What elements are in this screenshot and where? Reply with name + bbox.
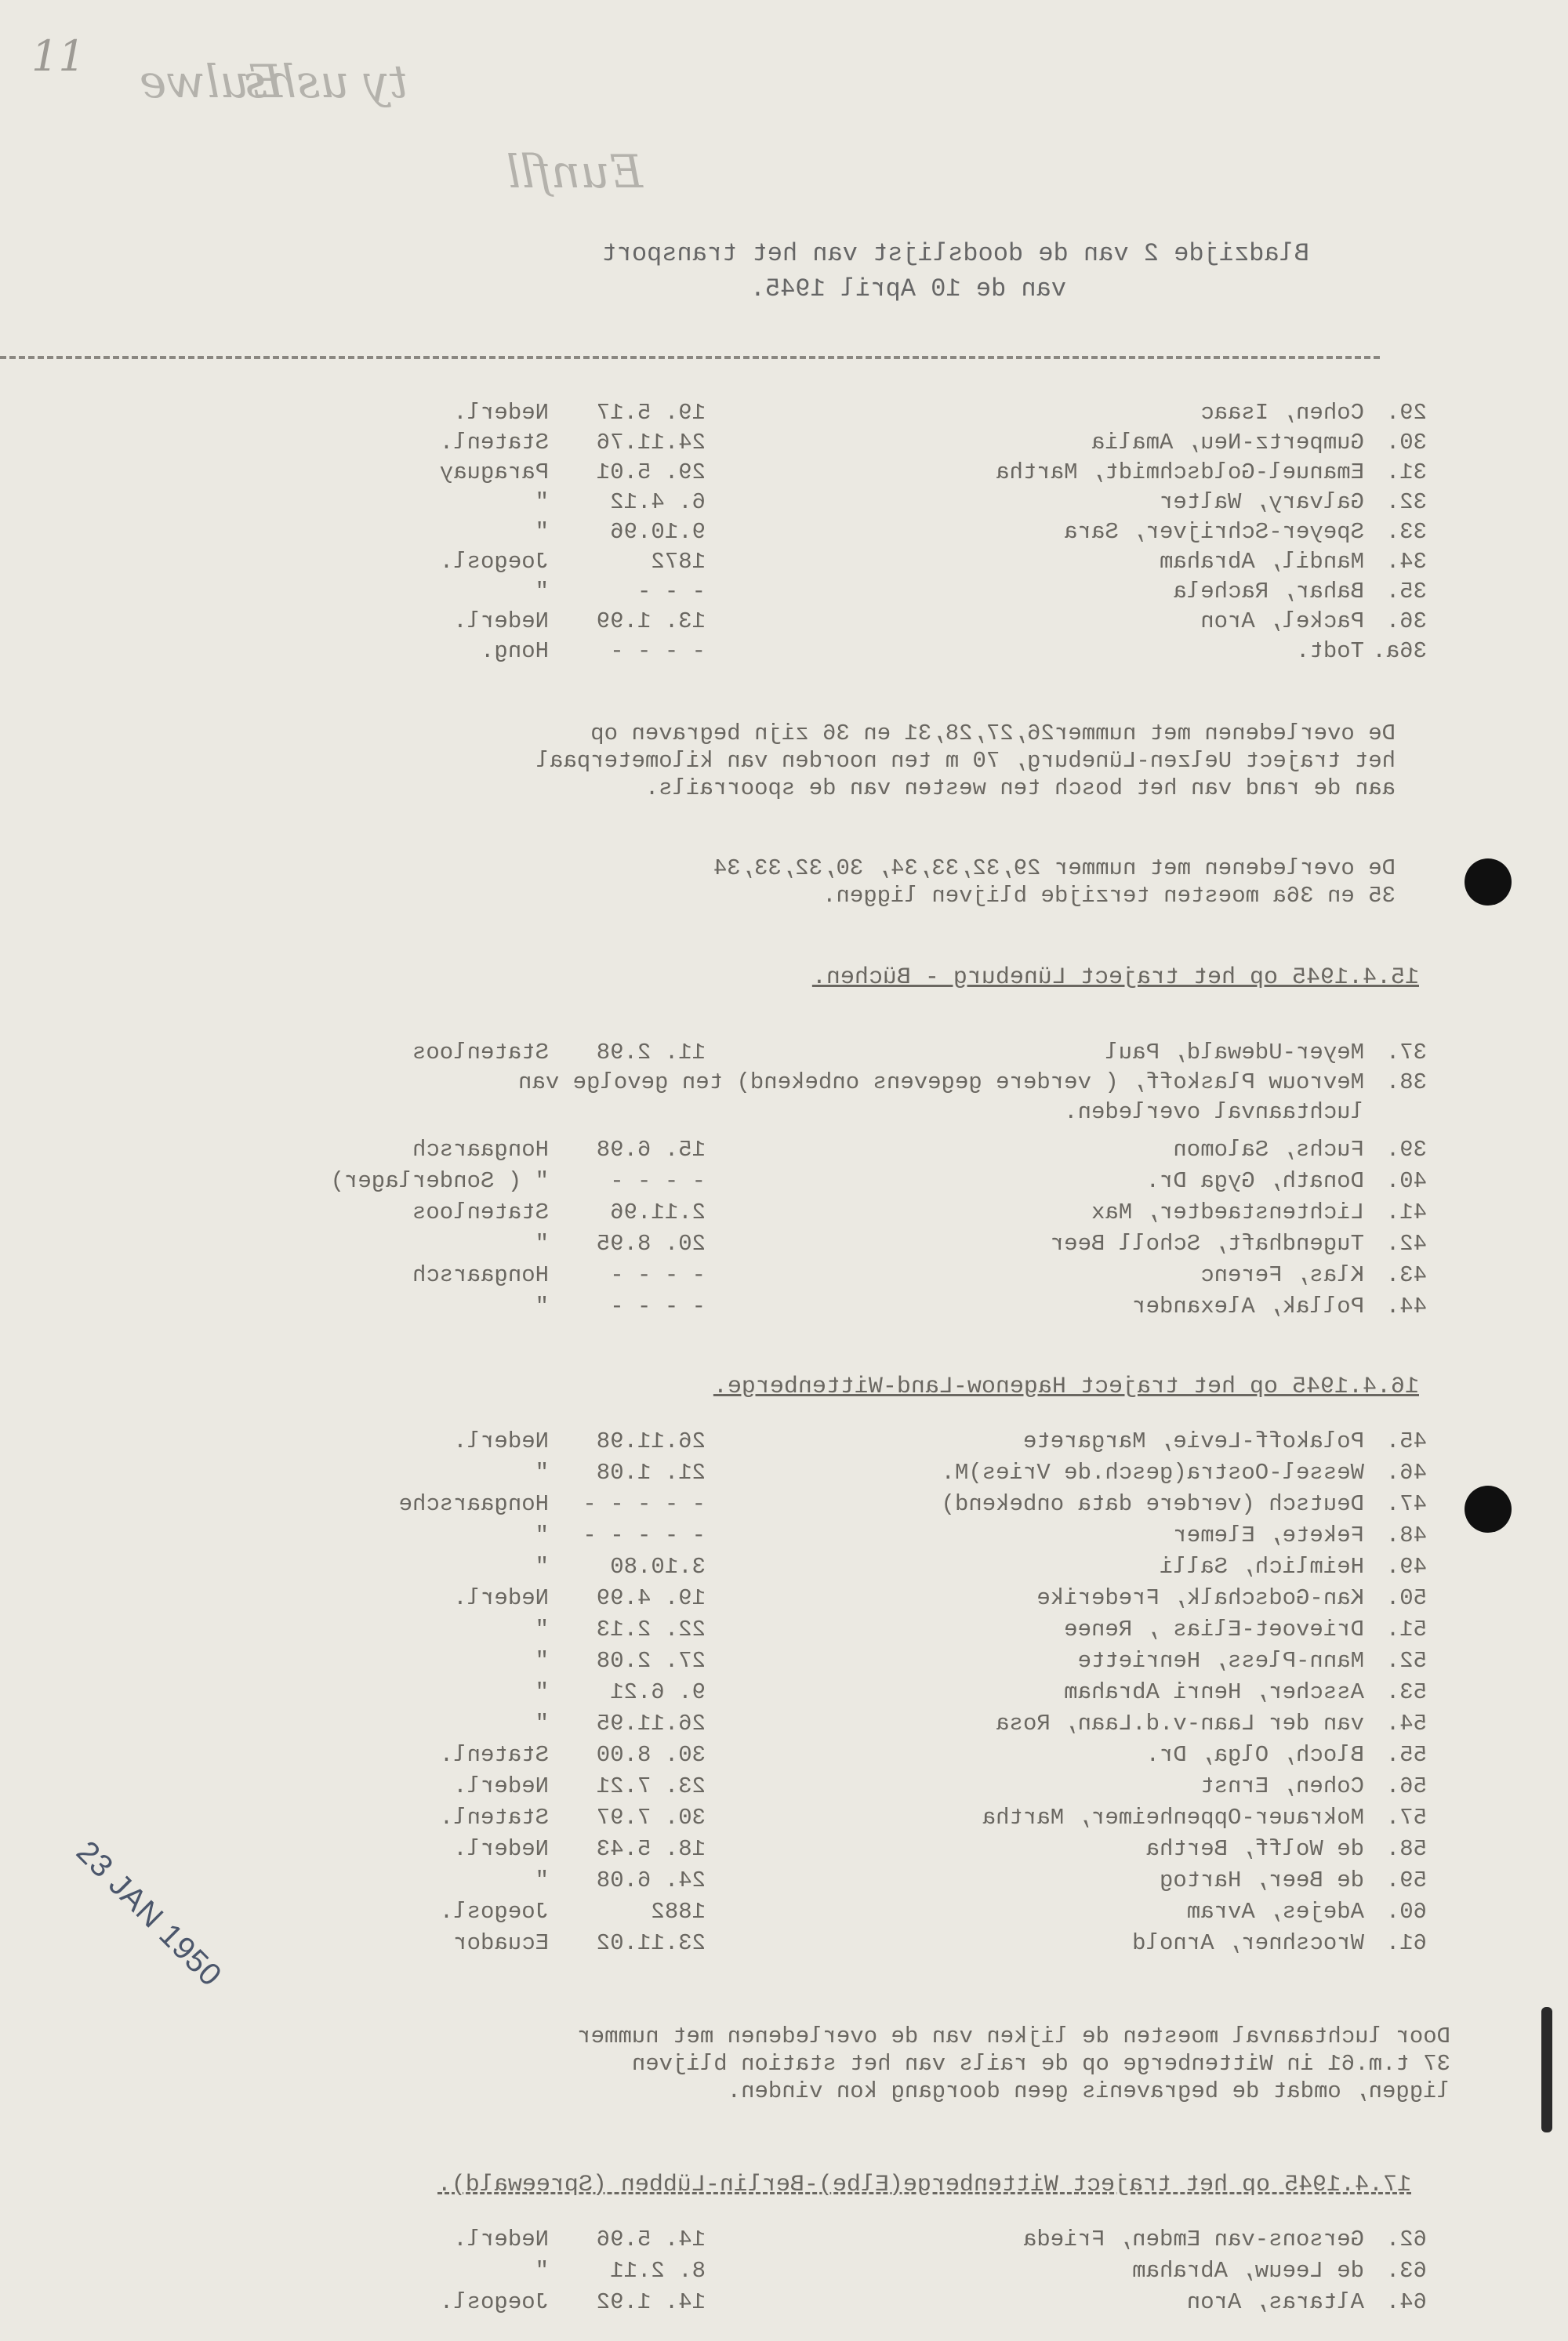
table-row: 43. Klas, Ferenc - - - - Hongaarsch (412, 1262, 1427, 1288)
table-row: 34. Mandil, Abraham 1872 Joegosl. (439, 549, 1427, 575)
table-row: 64. Altaras, Aron 14. 1.92 Joegosl. (439, 2289, 1427, 2315)
table-row: luchtaanval overleden. (1064, 1099, 1364, 1125)
handwritten-note-2: ty ushs (244, 55, 408, 108)
table-row: 36a. Todt. - - - - Hong. (480, 638, 1427, 664)
punch-hole-bottom (1465, 1486, 1512, 1533)
table-row: 63. de Leeuw, Abraham 8. 2.11 " (535, 2258, 1427, 2284)
handwritten-note-1: Eulwe (139, 55, 282, 108)
punch-hole-top (1465, 858, 1512, 906)
table-row: 53. Asscher, Henri Abraham 9. 6.21 " (535, 1679, 1427, 1705)
paragraph-wittenberge: Door luchtaanval moesten de lijken van de overledenen met nummer 37 t.m.61 in Wittenberge op de rails van het station blijven liggen, omdat de begravenis geen doorgang kon vinden. (577, 2023, 1450, 2104)
table-row: 61. Wrocshner, Arnold 23.11.02 Ecuador (453, 1930, 1427, 1956)
table-row: 37. Meyer-Udewald, Paul 11. 2.98 Statenloos (412, 1040, 1427, 1065)
table-row: 51. Drievoet-Elias , Renee 22. 2.13 " (535, 1617, 1427, 1642)
paragraph-burial-1: De overledenen met nummer26,27,28,31 en 36 zijn begraven op het traject Uelzen-Lüneburg, 70 m ten noorden van kilometerpaal aan de rand van het bosch ten westen van de spoorrails. (535, 720, 1396, 801)
table-row: 49. Heimlich, Salli 3.10.80 " (535, 1554, 1427, 1580)
date-stamp: 23 JAN 1950 (69, 1835, 229, 1994)
margin-mark: 11 (31, 31, 85, 81)
table-row: 36. Packel, Aron 13. 1.99 Nederl. (453, 608, 1427, 634)
table-row: 46. Wessel-Oostra(gesch.de Vries)M. 21. 1.08 " (535, 1460, 1427, 1486)
table-row: 50. Kan-Godschalk, Frederike 19. 4.99 Nederl. (453, 1585, 1427, 1611)
table-row: 33. Speyer-Schrijver, Sara 9.10.96 " (535, 519, 1427, 545)
table-row: 55. Bloch, Olga, Dr. 30. 8.00 Statenl. (439, 1742, 1427, 1768)
table-row: 62. Gersons-van Emden, Frieda 14. 5.96 Nederl. (453, 2227, 1427, 2252)
edge-smudge (1541, 2007, 1552, 2132)
section-heading-15-4: 15.4.1945 op het traject Lüneburg - Büchen. (811, 964, 1419, 991)
table-row: 32. Galvary, Walter 6. 4.12 " (535, 489, 1427, 515)
section-heading-16-4: 16.4.1945 op het traject Hagenow-Land-Wittenberge. (713, 1374, 1419, 1400)
table-row: 52. Mann-Pless, Henriette 27. 2.08 " (535, 1648, 1427, 1674)
doc-title-line-2: van de 10 April 1945. (750, 274, 1066, 303)
table-row: 45. Polakoff-Levie, Margarete 26.11.98 Nederl. (453, 1428, 1427, 1454)
paragraph-burial-2: De overledenen met nummer 29,32,33,34, 30,32,33,34 35 en 36a moesten terzijde blijven liggen. (713, 855, 1396, 909)
table-row: 44. Pollak, Alexander - - - - " (535, 1294, 1427, 1319)
table-row: 35. Bahar, Rachela - - - " (535, 579, 1427, 604)
handwritten-note-3: Eunfll (506, 145, 643, 198)
table-row: 47. Deutsch (verdere data onbekend) - - - - - Hongaarsche (398, 1491, 1427, 1517)
table-row: 42. Tugendhaft, Scholl Beer 20. 8.95 " (535, 1231, 1427, 1257)
dashed-separator (0, 356, 1380, 359)
table-row: 48. Fekete, Elemer - - - - - " (535, 1523, 1427, 1548)
table-row: 54. van der Laan-v.d.Laan, Rosa 26.11.95 " (535, 1711, 1427, 1737)
table-row: 31. Emanuel-Goldschmidt, Martha 29. 5.01 Paraguay (439, 459, 1427, 485)
doc-title-line-1: Bladzijde 2 van de doodslijst van het transport (601, 239, 1309, 268)
table-row: 30. Gumpertz-Neu, Amalia 24.11.76 Statenl. (439, 430, 1427, 455)
table-row: 29. Cohen, Isaac 19. 5.17 Nederl. (453, 400, 1427, 426)
table-row: 38. Mevrouw Plaskoff, ( verdere gegevens onbekend) ten gevolge van (518, 1069, 1427, 1095)
table-row: 39. Fuchs, Salomon 15. 6.98 Hongaarsch (412, 1137, 1427, 1163)
table-row: 56. Cohen, Ernst 23. 7.21 Nederl. (453, 1773, 1427, 1799)
section-heading-17-4: 17.4.1945 op het traject Wittenberge(Elbe)-Berlin-Lübben (Spreewald). (437, 2172, 1411, 2198)
table-row: 60. Adejes, Avram 1882 Joegosl. (439, 1899, 1427, 1925)
table-row: 57. Mokrauer-Oppenheimer, Martha 30. 7.97 Statenl. (439, 1805, 1427, 1831)
table-row: 41. Lichtenstaedter, Max 2.11.96 Statenloos (412, 1200, 1427, 1225)
table-row: 59. de Beer, Hartog 24. 6.08 " (535, 1867, 1427, 1893)
table-row: 40. Donath, Gyga Dr. - - - - " ( Sonderlager) (330, 1168, 1427, 1194)
table-row: 58. de Wolff, Bertha 18. 5.43 Nederl. (453, 1836, 1427, 1862)
